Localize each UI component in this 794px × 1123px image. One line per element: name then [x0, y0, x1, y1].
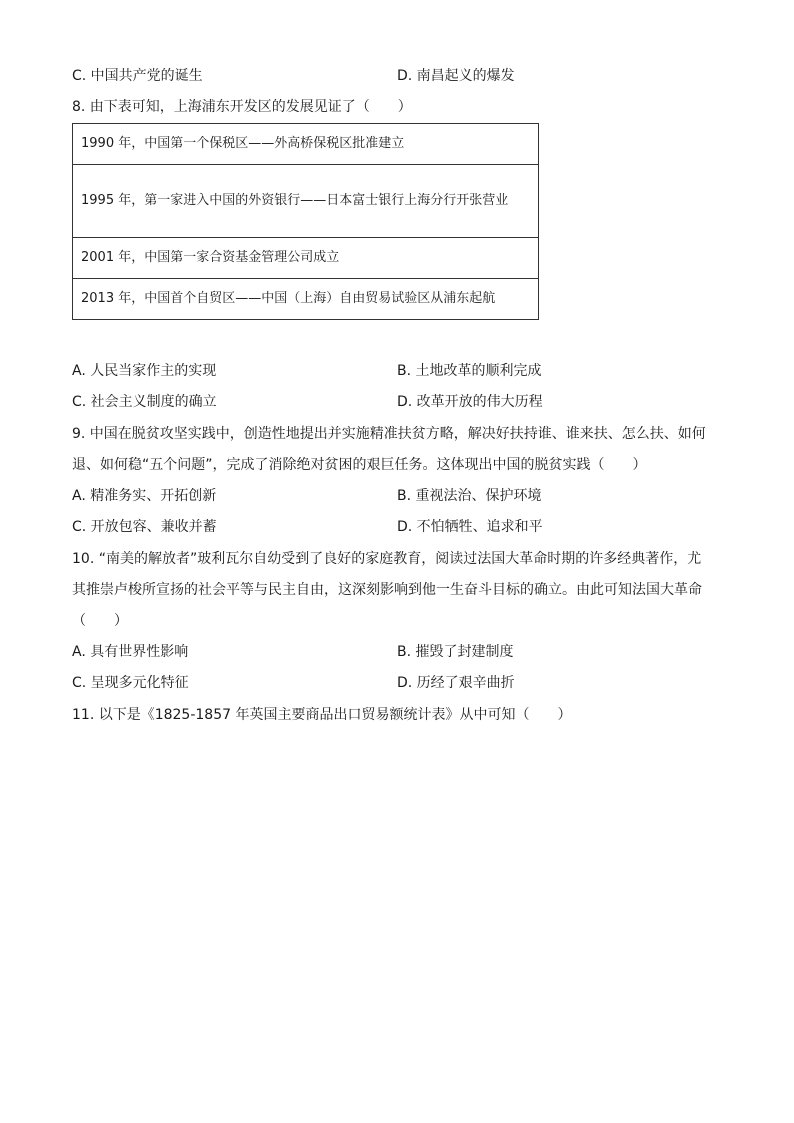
q10-option-a: A. 具有世界性影响 — [72, 644, 189, 660]
q10-option-b: B. 摧毁了封建制度 — [397, 644, 514, 660]
table-cell: 1995 年，第一家进入中国的外资银行——日本富士银行上海分行开张营业 — [73, 165, 539, 238]
q10-option-c: C. 呈现多元化特征 — [72, 675, 189, 691]
q8-option-a: A. 人民当家作主的实现 — [72, 363, 217, 379]
q8-stem: 8. 由下表可知，上海浦东开发区的发展见证了（ ） — [72, 99, 412, 115]
table-row — [73, 279, 539, 320]
q11-stem: 11. 以下是《1825-1857 年英国主要商品出口贸易额统计表》从中可知（ ） — [72, 707, 572, 723]
q8-option-c: C. 社会主义制度的确立 — [72, 394, 217, 410]
table-cell: 2001 年，中国第一家合资基金管理公司成立 — [73, 238, 539, 279]
table-row — [73, 238, 539, 279]
q9-stem-line2: 退、如何稳“五个问题”，完成了消除绝对贫困的艰巨任务。这体现出中国的脱贫实践（ ） — [72, 457, 647, 473]
q9-stem-line1: 9. 中国在脱贫攻坚实践中，创造性地提出并实施精准扶贫方略，解决好扶持谁、谁来扶、怎么扶、如何 — [72, 426, 706, 442]
q10-stem-line2: 其推崇卢梭所宣扬的社会平等与民主自由，这深刻影响到他一生奋斗目标的确立。由此可知法国大革命 — [72, 582, 702, 598]
q7-option-d: D. 南昌起义的爆发 — [397, 68, 515, 84]
q9-option-c: C. 开放包容、兼收并蓄 — [72, 519, 217, 535]
q8-option-b: B. 土地改革的顺利完成 — [397, 363, 542, 379]
q8-table — [72, 123, 539, 320]
q8-option-d: D. 改革开放的伟大历程 — [397, 394, 543, 410]
q10-stem-line3: （ ） — [72, 613, 128, 629]
q9-option-d: D. 不怕牺牲、追求和平 — [397, 519, 543, 535]
q9-option-a: A. 精准务实、开拓创新 — [72, 488, 217, 504]
q10-stem-line1: 10. “南美的解放者”玻利瓦尔自幼受到了良好的家庭教育，阅读过法国大革命时期的许多经典著作，尤 — [72, 551, 702, 567]
table-row — [73, 124, 539, 165]
table-cell: 1990 年，中国第一个保税区——外高桥保税区批准建立 — [73, 124, 539, 165]
q7-option-c: C. 中国共产党的诞生 — [72, 68, 203, 84]
table-cell: 2013 年，中国首个自贸区——中国（上海）自由贸易试验区从浦东起航 — [73, 279, 539, 320]
q10-option-d: D. 历经了艰辛曲折 — [397, 675, 515, 691]
q9-option-b: B. 重视法治、保护环境 — [397, 488, 542, 504]
table-row — [73, 165, 539, 238]
